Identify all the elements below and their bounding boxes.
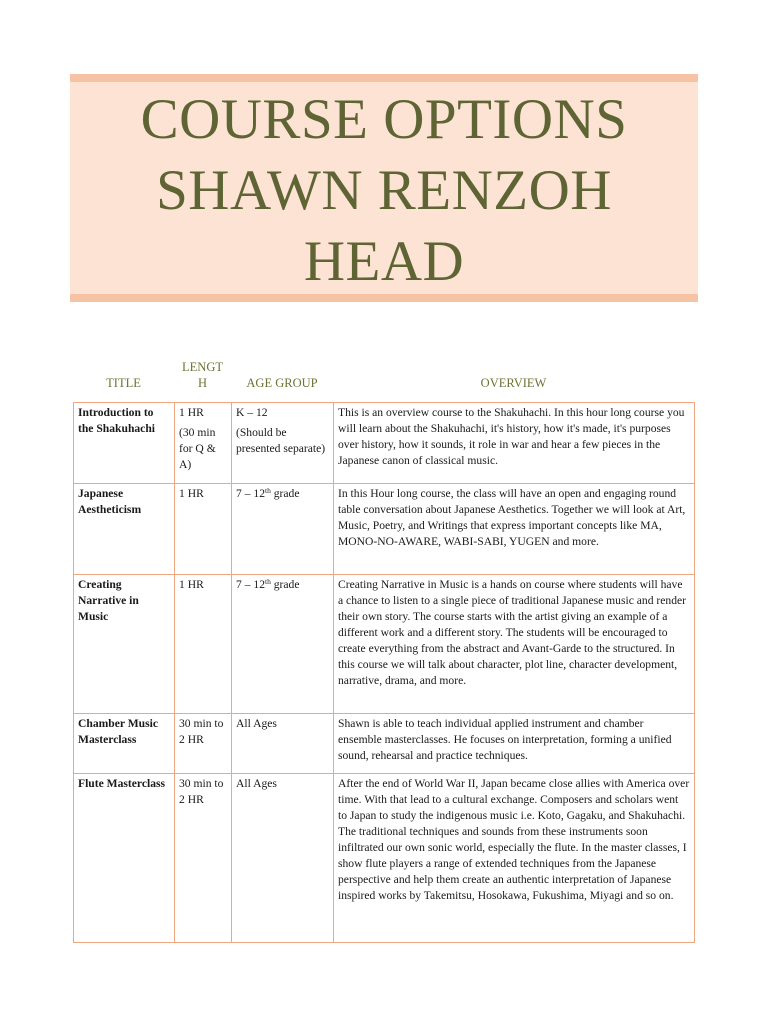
course-title: Creating Narrative in Music	[74, 575, 175, 714]
table-row	[74, 714, 695, 774]
table-header-row	[73, 356, 694, 396]
course-title: Introduction to the Shakuhachi	[74, 403, 175, 484]
course-age-superscript: th	[264, 486, 271, 495]
course-age-value: K – 12	[236, 406, 268, 419]
course-title: Japanese Aestheticism	[74, 484, 175, 575]
table-row	[74, 575, 695, 714]
course-table	[73, 402, 695, 943]
course-age-superscript: th	[264, 577, 271, 586]
course-overview: Shawn is able to teach individual applied instrument and chamber ensemble masterclasses. He focuses on interpretation, forming a unified sound, rehearsal and practice techniques.	[334, 714, 695, 774]
table-row	[74, 403, 695, 484]
course-title: Flute Masterclass	[74, 774, 175, 943]
course-age-group	[232, 403, 334, 484]
course-length	[175, 403, 232, 484]
course-age-group	[232, 575, 334, 714]
course-age-group	[232, 484, 334, 575]
course-length-note: (30 min for Q & A)	[179, 426, 216, 471]
course-overview: In this Hour long course, the class will have an open and engaging round table conversation about Japanese Aesthetics. Together we will look at Art, Music, Poetry, and Writings that express important concepts like MA, MONO-NO-AWARE, WABI-SABI, YUGEN and more.	[334, 484, 695, 575]
table-row	[74, 774, 695, 943]
course-length-value: 1 HR	[179, 406, 204, 419]
column-header-overview: OVERVIEW	[480, 376, 547, 390]
page-title-line-2: SHAWN RENZOH	[156, 158, 612, 222]
course-age-suffix: grade	[270, 578, 300, 591]
course-age-value: 7 – 12	[236, 487, 265, 500]
course-age-group: All Ages	[232, 714, 334, 774]
course-age-group: All Ages	[232, 774, 334, 943]
course-title: Chamber Music Masterclass	[74, 714, 175, 774]
page-title-line-1: COURSE OPTIONS	[140, 87, 628, 151]
title-banner	[70, 74, 698, 302]
table-row	[74, 484, 695, 575]
course-length: 30 min to 2 HR	[175, 774, 232, 943]
column-header-length: LENGT H	[182, 360, 223, 390]
course-age-note: (Should be presented separate)	[236, 426, 326, 455]
course-length: 1 HR	[175, 575, 232, 714]
course-age-suffix: grade	[270, 487, 300, 500]
page-title-line-3: HEAD	[303, 229, 465, 293]
course-overview: After the end of World War II, Japan became close allies with America over time. With that lead to a cultural exchange. Composers and scholars went to Japan to study the indigenous music i.e. Koto, Gagaku, and Shakuhachi. The traditional techniques and sounds from these instruments soon infiltrated our own sonic world, especially the flute. In the master classes, I show flute players a range of extended techniques from the Japanese perspective and help them create an authentic interpretation of Japanese inspired works by Takemitsu, Hosokawa, Fukushima, Miyagi and so on.	[334, 774, 695, 943]
course-overview: This is an overview course to the Shakuhachi. In this hour long course you will learn about the Shakuhachi, it's history, how it's made, it's purposes over history, how it sounds, it role in war and hear a few pieces in the Japanese canon of classical music.	[334, 403, 695, 484]
column-header-title: TITLE	[106, 376, 141, 390]
course-length: 30 min to 2 HR	[175, 714, 232, 774]
course-age-value: 7 – 12	[236, 578, 265, 591]
course-length: 1 HR	[175, 484, 232, 575]
column-header-age-group: AGE GROUP	[246, 376, 318, 390]
course-overview: Creating Narrative in Music is a hands on course where students will have a chance to listen to a single piece of traditional Japanese music and render their own story. The course starts with the artist giving an example of a different work and a different story. The students will be encouraged to create everything from the abstract and Avant-Garde to the structured. In this course we will talk about character, plot line, character development, narrative, drama, and more.	[334, 575, 695, 714]
